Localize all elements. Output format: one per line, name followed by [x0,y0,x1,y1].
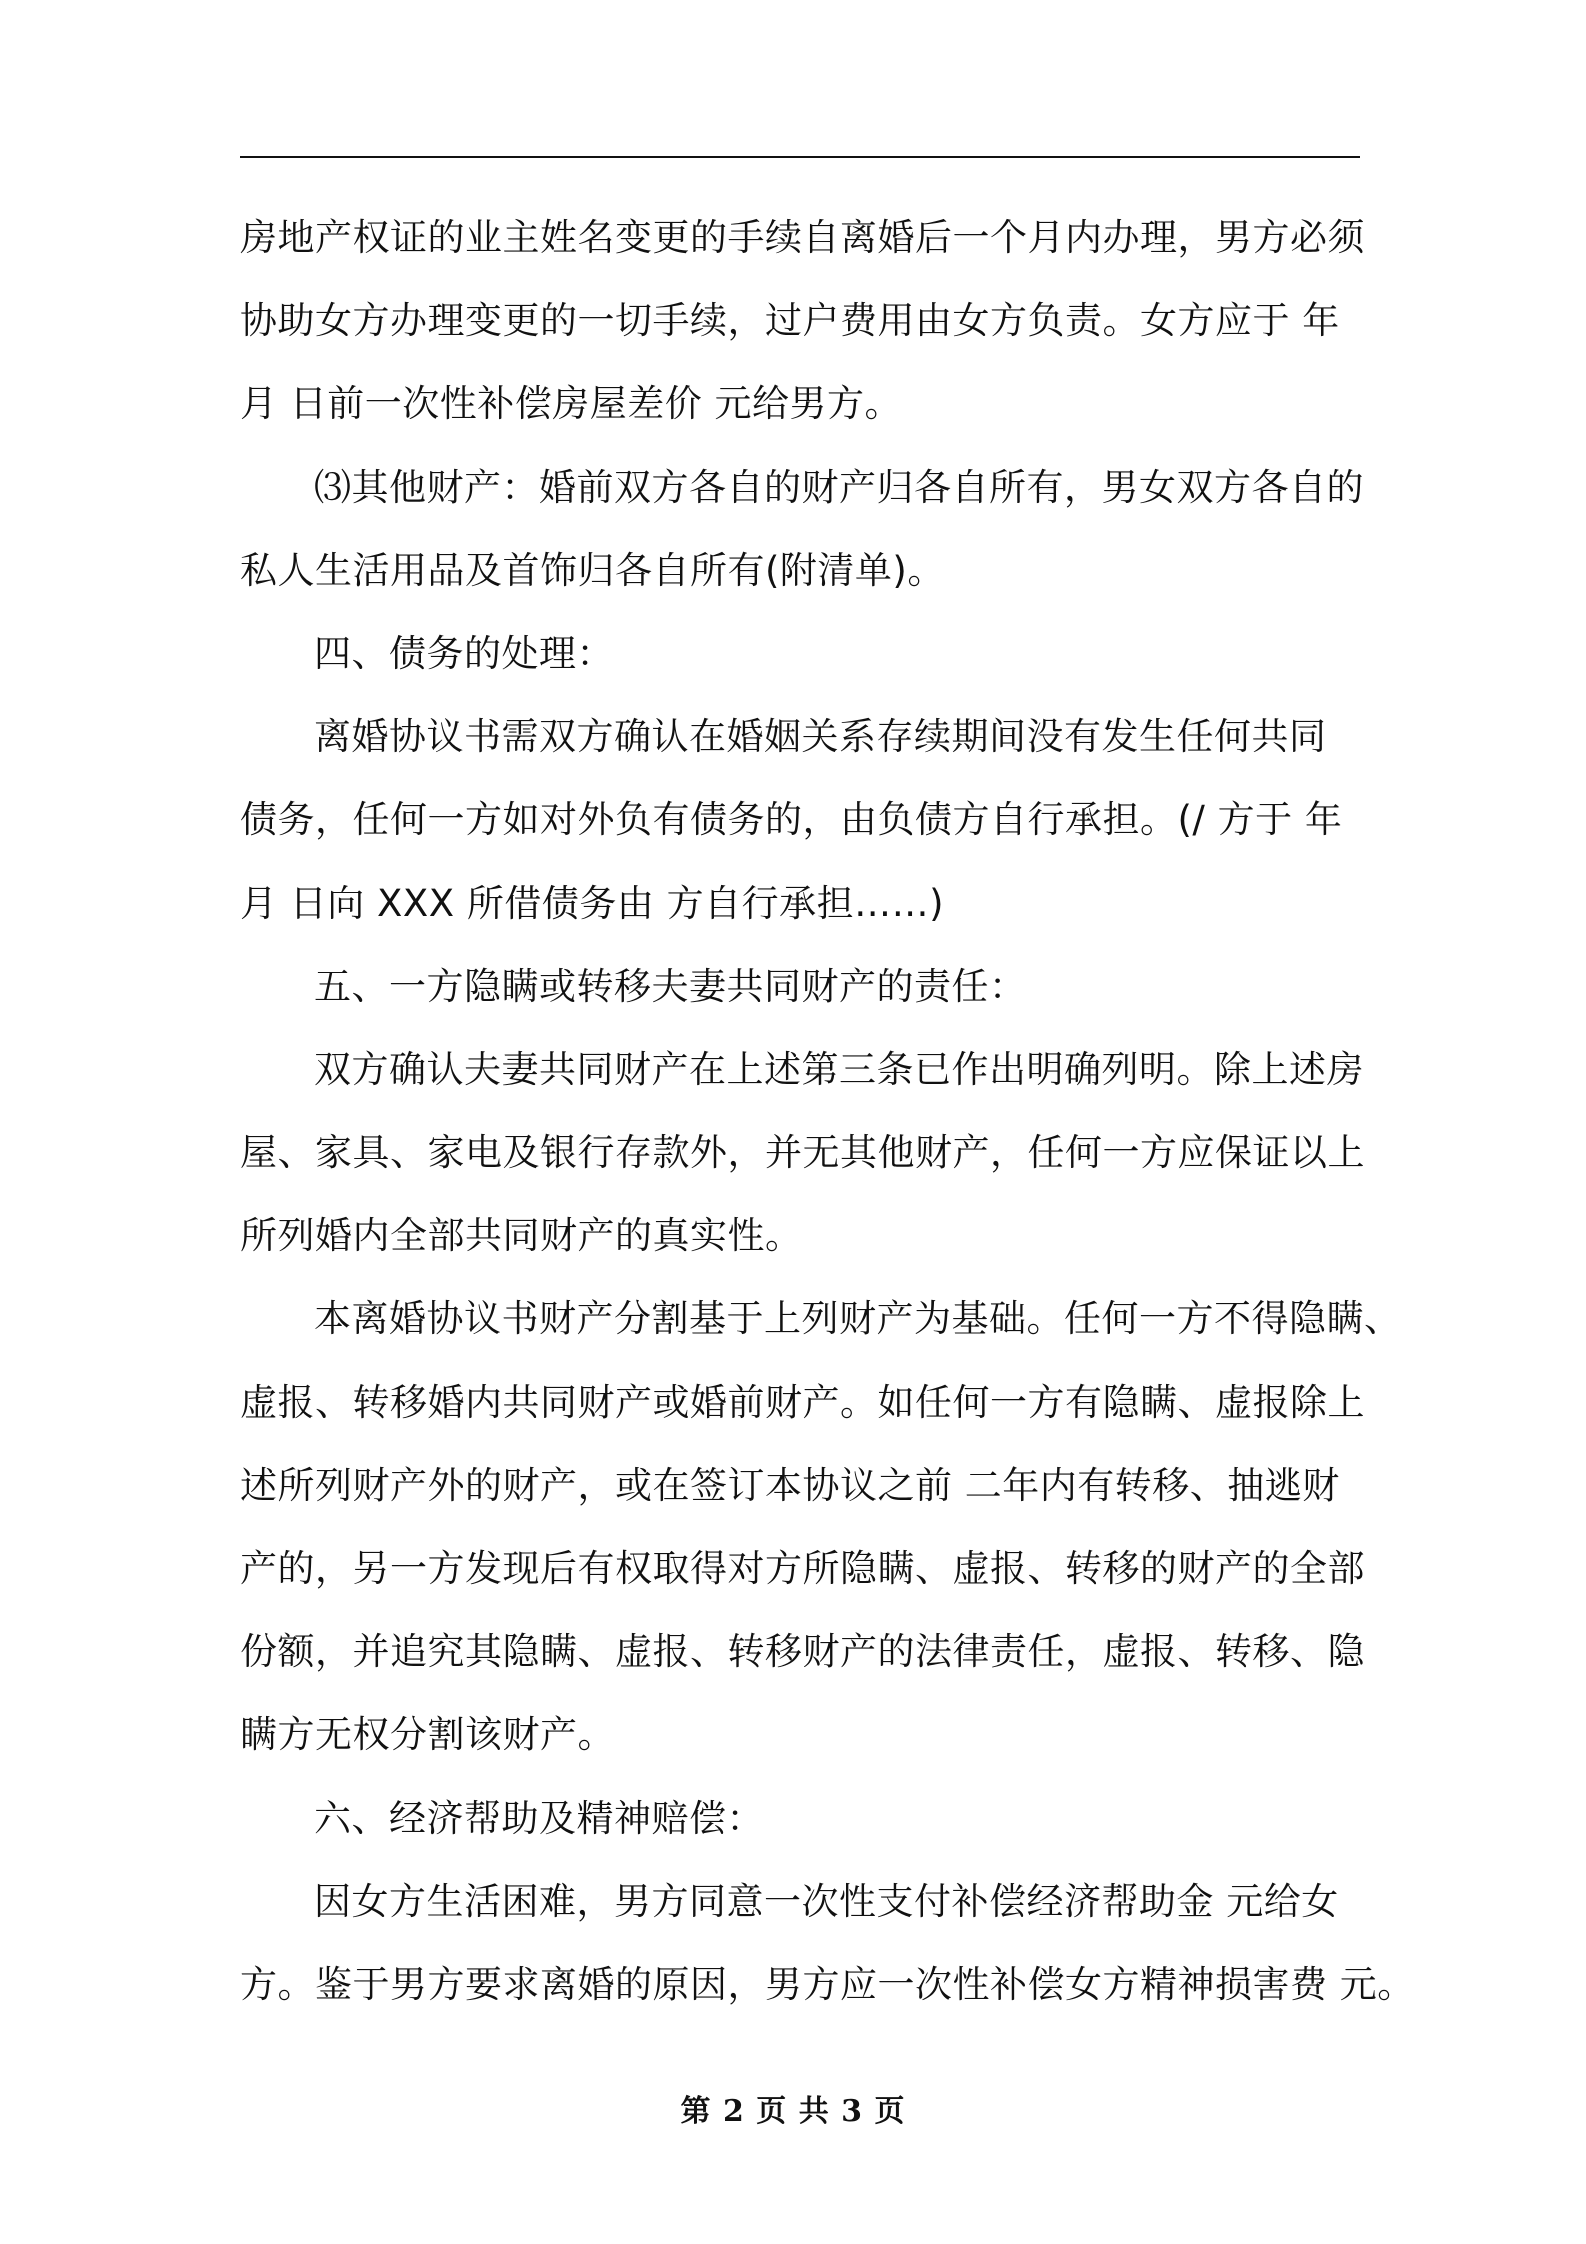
text-line: 因女方生活困难，男方同意一次性支付补偿经济帮助金 元给女 [314,1879,1339,1923]
text-line: 房地产权证的业主姓名变更的手续自离婚后一个月内办理，男方必须 [240,216,1365,259]
section-heading: 六、经济帮助及精神赔偿： [314,1796,764,1840]
text-line: 双方确认夫妻共同财产在上述第三条已作出明确列明。除上述房 [314,1047,1364,1091]
header-rule [240,156,1360,158]
text-line: 瞒方无权分割该财产。 [240,1713,615,1757]
text-line: 屋、家具、家电及银行存款外，并无其他财产，任何一方应保证以上 [240,1131,1365,1175]
text-line: 产的，另一方发现后有权取得对方所隐瞒、虚报、转移的财产的全部 [240,1547,1365,1590]
text-line: 协助女方办理变更的一切手续，过户费用由女方负责。女方应于 年 [240,299,1340,343]
text-line: 离婚协议书需双方确认在婚姻关系存续期间没有发生任何共同 [314,715,1327,759]
document-body [240,196,1415,2026]
text-line: 方。鉴于男方要求离婚的原因，男方应一次性补偿女方精神损害费 元。 [240,1962,1415,2006]
text-line: 月 日向 XXX 所借债务由 方自行承担……) [240,881,945,925]
text-line: 份额，并追究其隐瞒、虚报、转移财产的法律责任，虚报、转移、隐 [240,1630,1365,1674]
text-line: 本离婚协议书财产分割基于上列财产为基础。任何一方不得隐瞒、 [314,1297,1402,1341]
text-line: 月 日前一次性补偿房屋差价 元给男方。 [240,382,903,426]
text-line: ⑶其他财产：婚前双方各自的财产归各自所有，男女双方各自的 [314,465,1364,509]
section-heading: 五、一方隐瞒或转移夫妻共同财产的责任： [314,964,1027,1008]
page-footer [0,2086,1586,2130]
text-line: 述所列财产外的财产，或在签订本协议之前 二年内有转移、抽逃财 [240,1463,1340,1507]
page-number: 第 2 页 共 3 页 [680,2094,906,2129]
text-line: 债务，任何一方如对外负有债务的，由负债方自行承担。(/ 方于 年 [240,798,1343,842]
section-heading: 四、债务的处理： [314,631,614,675]
text-line: 虚报、转移婚内共同财产或婚前财产。如任何一方有隐瞒、虚报除上 [240,1380,1365,1424]
text-line: 所列婚内全部共同财产的真实性。 [240,1214,803,1258]
text-line: 私人生活用品及首饰归各自所有(附清单)。 [240,548,945,592]
